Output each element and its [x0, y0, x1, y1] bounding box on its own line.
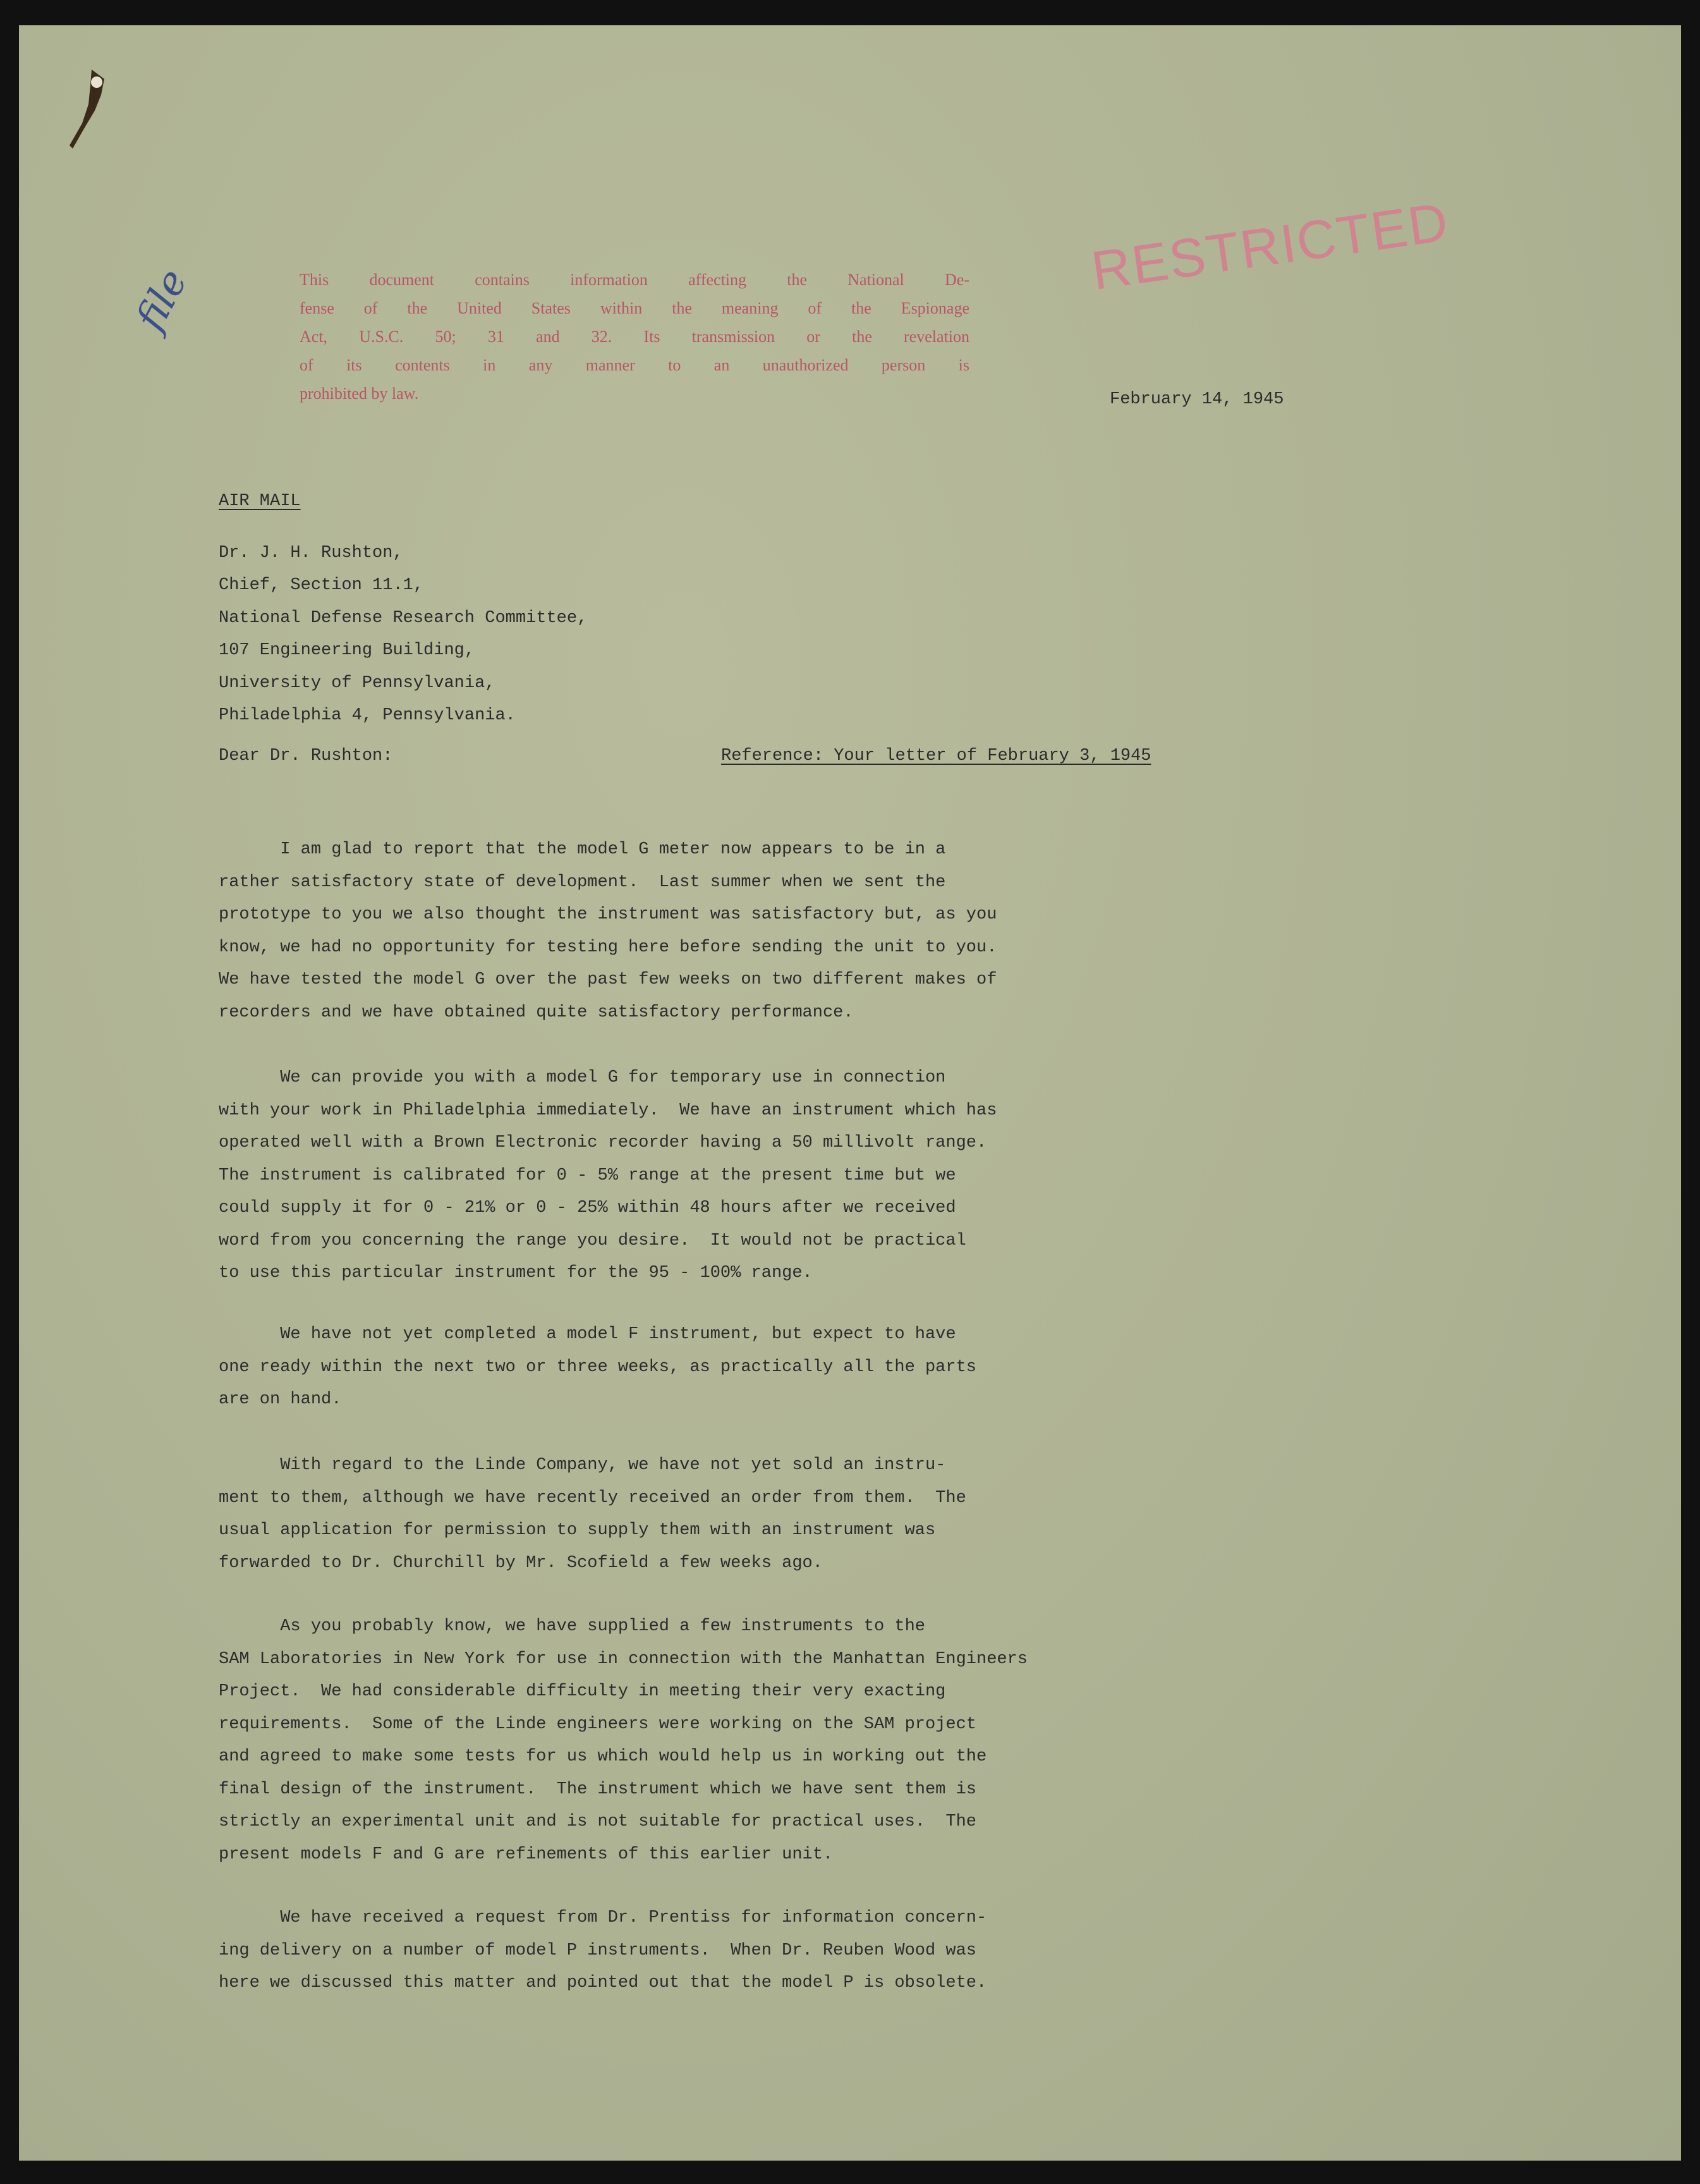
address-line: 107 Engineering Building,	[219, 641, 475, 660]
notice-line: This document contains information affecting the National De-	[300, 271, 969, 289]
notice-line: fense of the United States within the meaning of the Espionage	[300, 299, 969, 317]
restricted-stamp: RESTRICTED	[1088, 191, 1453, 302]
paper-damage-mark	[66, 66, 126, 155]
paragraph-line: are on hand.	[219, 1390, 342, 1409]
security-notice	[300, 265, 969, 408]
notice-line: prohibited by law.	[300, 384, 419, 403]
address-line: University of Pennsylvania,	[219, 673, 495, 693]
address-line: Philadelphia 4, Pennsylvania.	[219, 706, 516, 725]
handwritten-note: file	[126, 261, 197, 338]
salutation: Dear Dr. Rushton:	[219, 747, 393, 766]
paragraph-line: recorders and we have obtained quite satisfactory performance.	[219, 1003, 854, 1022]
paragraph-line: with your work in Philadelphia immediately. We have an instrument which has	[219, 1101, 997, 1120]
paragraph-line: Project. We had considerable difficulty in meeting their very exacting	[219, 1682, 946, 1701]
paragraph-line: strictly an experimental unit and is not suitable for practical uses. The	[219, 1812, 976, 1831]
paragraph-line: operated well with a Brown Electronic recorder having a 50 millivolt range.	[219, 1133, 987, 1152]
paragraph-line: final design of the instrument. The instrument which we have sent them is	[219, 1779, 976, 1799]
notice-line: of its contents in any manner to an unauthorized person is	[300, 356, 969, 374]
paragraph-line: As you probably know, we have supplied a few instruments to the	[219, 1617, 925, 1636]
paragraph-line: here we discussed this matter and pointed out that the model P is obsolete.	[219, 1974, 987, 1992]
paragraph-line: one ready within the next two or three weeks, as practically all the parts	[219, 1357, 976, 1377]
paragraph-line: We have received a request from Dr. Prentiss for information concern-	[219, 1908, 987, 1927]
address-line: Chief, Section 11.1,	[219, 576, 424, 595]
paragraph-line: rather satisfactory state of development. Last summer when we sent the	[219, 872, 946, 892]
body-paragraph	[219, 1611, 1028, 1871]
body-paragraph	[219, 1449, 966, 1580]
paragraph-line: word from you concerning the range you desire. It would not be practical	[219, 1231, 966, 1250]
paragraph-line: ment to them, although we have recently received an order from them. The	[219, 1488, 966, 1508]
body-paragraph	[219, 1319, 976, 1417]
paragraph-line: We can provide you with a model G for temporary use in connection	[219, 1068, 946, 1087]
paragraph-line: to use this particular instrument for the 95 - 100% range.	[219, 1264, 813, 1283]
paragraph-line: know, we had no opportunity for testing here before sending the unit to you.	[219, 937, 997, 957]
body-paragraph	[219, 1902, 987, 2000]
mail-type: AIR MAIL	[219, 492, 301, 511]
notice-line: Act, U.S.C. 50; 31 and 32. Its transmission or the revelation	[300, 327, 969, 346]
paragraph-line: present models F and G are refinements of this earlier unit.	[219, 1845, 834, 1864]
body-paragraph	[219, 834, 997, 1029]
body-paragraph	[219, 1062, 997, 1290]
paragraph-line: could supply it for 0 - 21% or 0 - 25% within 48 hours after we received	[219, 1199, 956, 1217]
paragraph-line: With regard to the Linde Company, we have not yet sold an instru-	[219, 1456, 946, 1475]
paragraph-line: and agreed to make some tests for us which would help us in working out the	[219, 1747, 987, 1766]
paragraph-line: We have tested the model G over the past few weeks on two different makes of	[219, 970, 997, 989]
paragraph-line: prototype to you we also thought the instrument was satisfactory but, as you	[219, 905, 997, 924]
paragraph-line: ing delivery on a number of model P instruments. When Dr. Reuben Wood was	[219, 1941, 976, 1960]
reference-line: Reference: Your letter of February 3, 1945	[721, 747, 1151, 766]
paragraph-line: I am glad to report that the model G meter now appears to be in a	[219, 840, 946, 859]
paragraph-line: usual application for permission to supply them with an instrument was	[219, 1521, 936, 1540]
paragraph-line: We have not yet completed a model F instrument, but expect to have	[219, 1325, 956, 1344]
letter-date: February 14, 1945	[1110, 390, 1284, 409]
paragraph-line: The instrument is calibrated for 0 - 5% range at the present time but we	[219, 1166, 956, 1185]
paragraph-line: SAM Laboratories in New York for use in connection with the Manhattan Engineers	[219, 1649, 1028, 1669]
recipient-address	[219, 448, 587, 733]
address-line: Dr. J. H. Rushton,	[219, 543, 403, 563]
paragraph-line: forwarded to Dr. Churchill by Mr. Scofield a few weeks ago.	[219, 1553, 823, 1573]
address-line: National Defense Research Committee,	[219, 608, 588, 628]
paragraph-line: requirements. Some of the Linde engineers were working on the SAM project	[219, 1714, 976, 1734]
